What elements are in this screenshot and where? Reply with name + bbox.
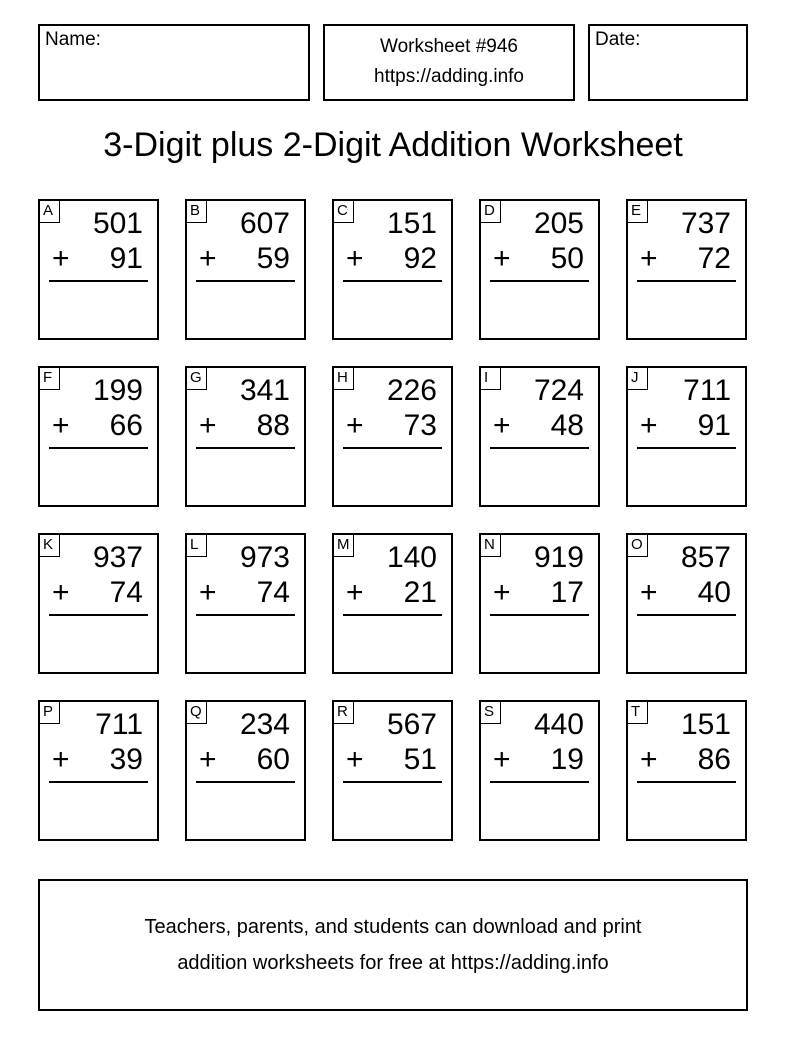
answer-space[interactable]	[485, 786, 594, 835]
addend-top: 724	[533, 374, 584, 407]
addend-bottom: 21	[403, 576, 437, 609]
plus-sign: +	[346, 409, 364, 442]
addend-bottom: 92	[403, 242, 437, 275]
plus-sign: +	[493, 242, 511, 275]
footer-line-1: Teachers, parents, and students can download and print	[144, 916, 642, 938]
problem-letter: A	[40, 201, 60, 223]
answer-space[interactable]	[44, 452, 153, 501]
answer-space[interactable]	[485, 619, 594, 668]
date-label: Date:	[595, 29, 641, 50]
answer-space[interactable]	[44, 619, 153, 668]
plus-sign: +	[199, 743, 217, 776]
plus-sign: +	[199, 409, 217, 442]
problem-letter: I	[481, 368, 501, 390]
answer-line	[196, 280, 295, 282]
addend-bottom: 72	[697, 242, 731, 275]
answer-space[interactable]	[632, 285, 741, 334]
problem-card	[626, 700, 747, 841]
answer-space[interactable]	[632, 786, 741, 835]
footer-line-2: addition worksheets for free at https://adding.info	[177, 952, 609, 974]
plus-sign: +	[52, 576, 70, 609]
plus-sign: +	[52, 409, 70, 442]
problem-card	[479, 366, 600, 507]
problem-card	[38, 366, 159, 507]
answer-space[interactable]	[485, 285, 594, 334]
problem-letter: S	[481, 702, 501, 724]
addend-bottom: 86	[697, 743, 731, 776]
addend-bottom: 50	[550, 242, 584, 275]
addend-bottom: 66	[109, 409, 143, 442]
problem-letter: C	[334, 201, 354, 223]
problem-card	[626, 366, 747, 507]
addend-top: 199	[92, 374, 143, 407]
worksheet-url: https://adding.info	[374, 66, 524, 87]
problem-card	[38, 533, 159, 674]
answer-line	[490, 447, 589, 449]
answer-line	[637, 614, 736, 616]
addend-bottom: 19	[550, 743, 584, 776]
answer-space[interactable]	[191, 619, 300, 668]
answer-line	[637, 280, 736, 282]
answer-space[interactable]	[485, 452, 594, 501]
problem-letter: D	[481, 201, 501, 223]
answer-space[interactable]	[191, 786, 300, 835]
addend-top: 140	[386, 541, 437, 574]
answer-space[interactable]	[338, 452, 447, 501]
problem-card	[626, 533, 747, 674]
addend-bottom: 73	[403, 409, 437, 442]
answer-line	[637, 781, 736, 783]
problem-card	[479, 533, 600, 674]
answer-line	[49, 447, 148, 449]
problem-letter: R	[334, 702, 354, 724]
addend-top: 226	[386, 374, 437, 407]
problem-card	[332, 199, 453, 340]
answer-space[interactable]	[44, 786, 153, 835]
problem-card	[479, 199, 600, 340]
addend-bottom: 59	[256, 242, 290, 275]
problem-card	[332, 533, 453, 674]
addend-top: 737	[680, 207, 731, 240]
addend-top: 151	[680, 708, 731, 741]
answer-line	[49, 781, 148, 783]
problem-letter: L	[187, 535, 207, 557]
answer-space[interactable]	[632, 452, 741, 501]
addend-bottom: 88	[256, 409, 290, 442]
worksheet-number: Worksheet #946	[379, 36, 518, 57]
problem-card	[332, 700, 453, 841]
problem-letter: F	[40, 368, 60, 390]
answer-line	[196, 447, 295, 449]
plus-sign: +	[52, 743, 70, 776]
addend-bottom: 51	[403, 743, 437, 776]
answer-space[interactable]	[338, 285, 447, 334]
answer-line	[343, 781, 442, 783]
answer-space[interactable]	[338, 619, 447, 668]
problem-card	[332, 366, 453, 507]
plus-sign: +	[640, 743, 658, 776]
problem-letter: B	[187, 201, 207, 223]
problem-card	[38, 700, 159, 841]
problem-letter: Q	[187, 702, 207, 724]
addend-bottom: 17	[550, 576, 584, 609]
problem-letter: N	[481, 535, 501, 557]
problem-letter: T	[628, 702, 648, 724]
plus-sign: +	[346, 743, 364, 776]
addend-top: 234	[239, 708, 290, 741]
addend-top: 151	[386, 207, 437, 240]
addend-top: 205	[533, 207, 584, 240]
addend-top: 501	[92, 207, 143, 240]
plus-sign: +	[199, 576, 217, 609]
answer-line	[490, 280, 589, 282]
addend-bottom: 39	[109, 743, 143, 776]
problem-letter: P	[40, 702, 60, 724]
answer-line	[196, 781, 295, 783]
answer-line	[343, 447, 442, 449]
addend-top: 937	[92, 541, 143, 574]
plus-sign: +	[346, 576, 364, 609]
addend-top: 857	[680, 541, 731, 574]
answer-line	[490, 614, 589, 616]
addend-bottom: 74	[256, 576, 290, 609]
page-title: 3-Digit plus 2-Digit Addition Worksheet	[103, 126, 683, 164]
addend-top: 919	[533, 541, 584, 574]
worksheet-info-box	[323, 24, 575, 101]
plus-sign: +	[493, 576, 511, 609]
addend-top: 607	[239, 207, 290, 240]
plus-sign: +	[640, 242, 658, 275]
addend-bottom: 91	[109, 242, 143, 275]
plus-sign: +	[199, 242, 217, 275]
answer-line	[49, 280, 148, 282]
addend-bottom: 60	[256, 743, 290, 776]
addend-top: 711	[683, 374, 731, 407]
addend-top: 440	[533, 708, 584, 741]
problem-card	[38, 199, 159, 340]
addend-top: 973	[239, 541, 290, 574]
date-box	[588, 24, 748, 101]
footer-box	[38, 879, 748, 1011]
plus-sign: +	[493, 743, 511, 776]
problem-card	[185, 533, 306, 674]
answer-space[interactable]	[44, 285, 153, 334]
answer-space[interactable]	[338, 786, 447, 835]
addend-bottom: 74	[109, 576, 143, 609]
answer-line	[637, 447, 736, 449]
addend-bottom: 91	[697, 409, 731, 442]
problem-letter: H	[334, 368, 354, 390]
plus-sign: +	[640, 409, 658, 442]
answer-line	[490, 781, 589, 783]
problem-letter: O	[628, 535, 648, 557]
plus-sign: +	[640, 576, 658, 609]
problem-card	[626, 199, 747, 340]
name-label: Name:	[45, 29, 101, 50]
problem-letter: K	[40, 535, 60, 557]
answer-space[interactable]	[191, 285, 300, 334]
answer-line	[343, 614, 442, 616]
plus-sign: +	[346, 242, 364, 275]
answer-line	[343, 280, 442, 282]
problem-card	[185, 199, 306, 340]
answer-space[interactable]	[632, 619, 741, 668]
addend-top: 567	[386, 708, 437, 741]
answer-line	[49, 614, 148, 616]
addend-bottom: 48	[550, 409, 584, 442]
problem-letter: G	[187, 368, 207, 390]
problem-letter: E	[628, 201, 648, 223]
plus-sign: +	[493, 409, 511, 442]
problem-letter: M	[334, 535, 354, 557]
problem-card	[185, 700, 306, 841]
addend-bottom: 40	[697, 576, 731, 609]
answer-line	[196, 614, 295, 616]
answer-space[interactable]	[191, 452, 300, 501]
addend-top: 341	[239, 374, 290, 407]
addend-top: 711	[95, 708, 143, 741]
plus-sign: +	[52, 242, 70, 275]
problem-card	[479, 700, 600, 841]
name-box	[38, 24, 310, 101]
problem-card	[185, 366, 306, 507]
problem-letter: J	[628, 368, 648, 390]
